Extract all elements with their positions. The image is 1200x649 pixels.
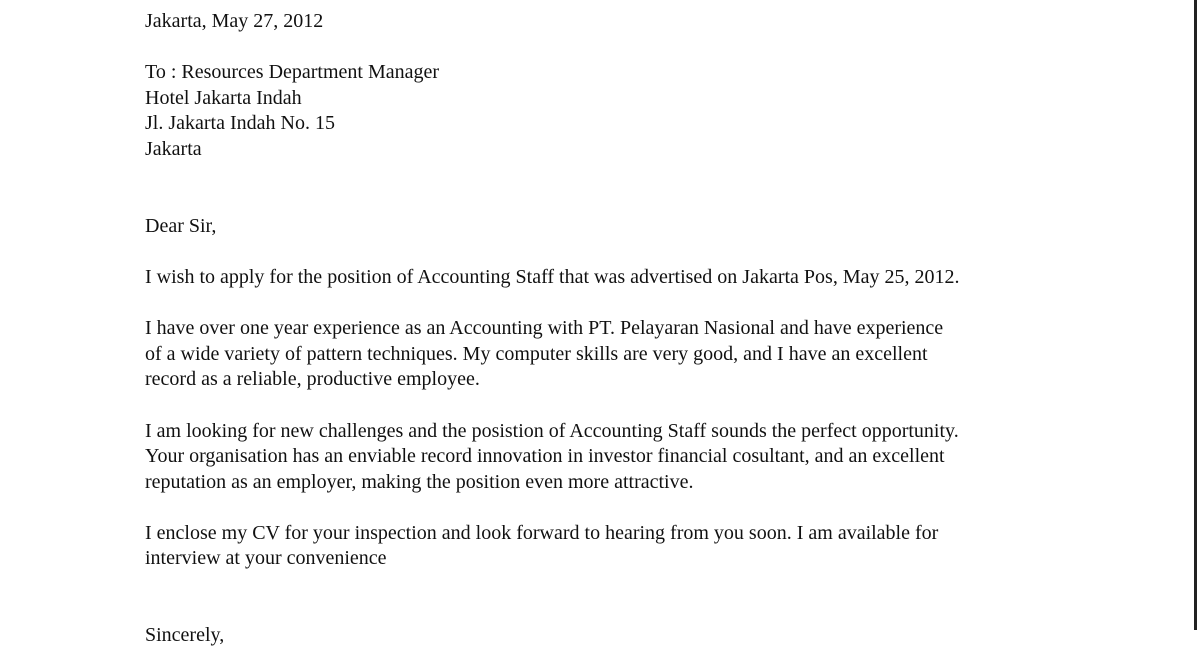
recipient-company: Hotel Jakarta Indah <box>145 86 302 109</box>
spacer <box>145 572 1065 623</box>
paragraph-line: interview at your convenience <box>145 547 387 570</box>
paragraph-line: record as a reliable, productive employee. <box>145 368 480 391</box>
closing: Sincerely, <box>145 624 225 647</box>
paragraph-application <box>145 265 1065 291</box>
spacer <box>145 291 1065 317</box>
paragraph-line: reputation as an employer, making the position even more attractive. <box>145 470 694 493</box>
spacer <box>145 35 1065 61</box>
paragraph-line: I enclose my CV for your inspection and look forward to hearing from you soon. I am available for <box>145 521 939 544</box>
paragraph-motivation <box>145 419 1065 496</box>
spacer <box>145 239 1065 265</box>
spacer <box>145 163 1065 214</box>
recipient-street: Jl. Jakarta Indah No. 15 <box>145 112 335 135</box>
recipient-city: Jakarta <box>145 137 202 160</box>
paragraph-line: of a wide variety of pattern techniques. My computer skills are very good, and I have an excellent <box>145 342 928 365</box>
spacer <box>145 393 1065 419</box>
spacer <box>145 495 1065 521</box>
page-edge-divider <box>1194 0 1197 630</box>
paragraph-line: I have over one year experience as an Accounting with PT. Pelayaran Nasional and have experience <box>145 317 944 340</box>
paragraph-experience <box>145 316 1065 393</box>
recipient-to-line: To : Resources Department Manager <box>145 61 440 84</box>
paragraph-line: Your organisation has an enviable record innovation in investor financial cosultant, and an excellent <box>145 445 945 468</box>
paragraph-line: I am looking for new challenges and the posistion of Accounting Staff sounds the perfect opportunity. <box>145 419 959 442</box>
letter-date: Jakarta, May 27, 2012 <box>145 10 324 32</box>
paragraph-line: I wish to apply for the position of Accounting Staff that was advertised on Jakarta Pos, May 25, 2012. <box>145 265 960 288</box>
paragraph-enclosure <box>145 521 1065 572</box>
cover-letter <box>145 9 1065 649</box>
salutation: Dear Sir, <box>145 214 217 237</box>
recipient-block <box>145 60 1065 162</box>
